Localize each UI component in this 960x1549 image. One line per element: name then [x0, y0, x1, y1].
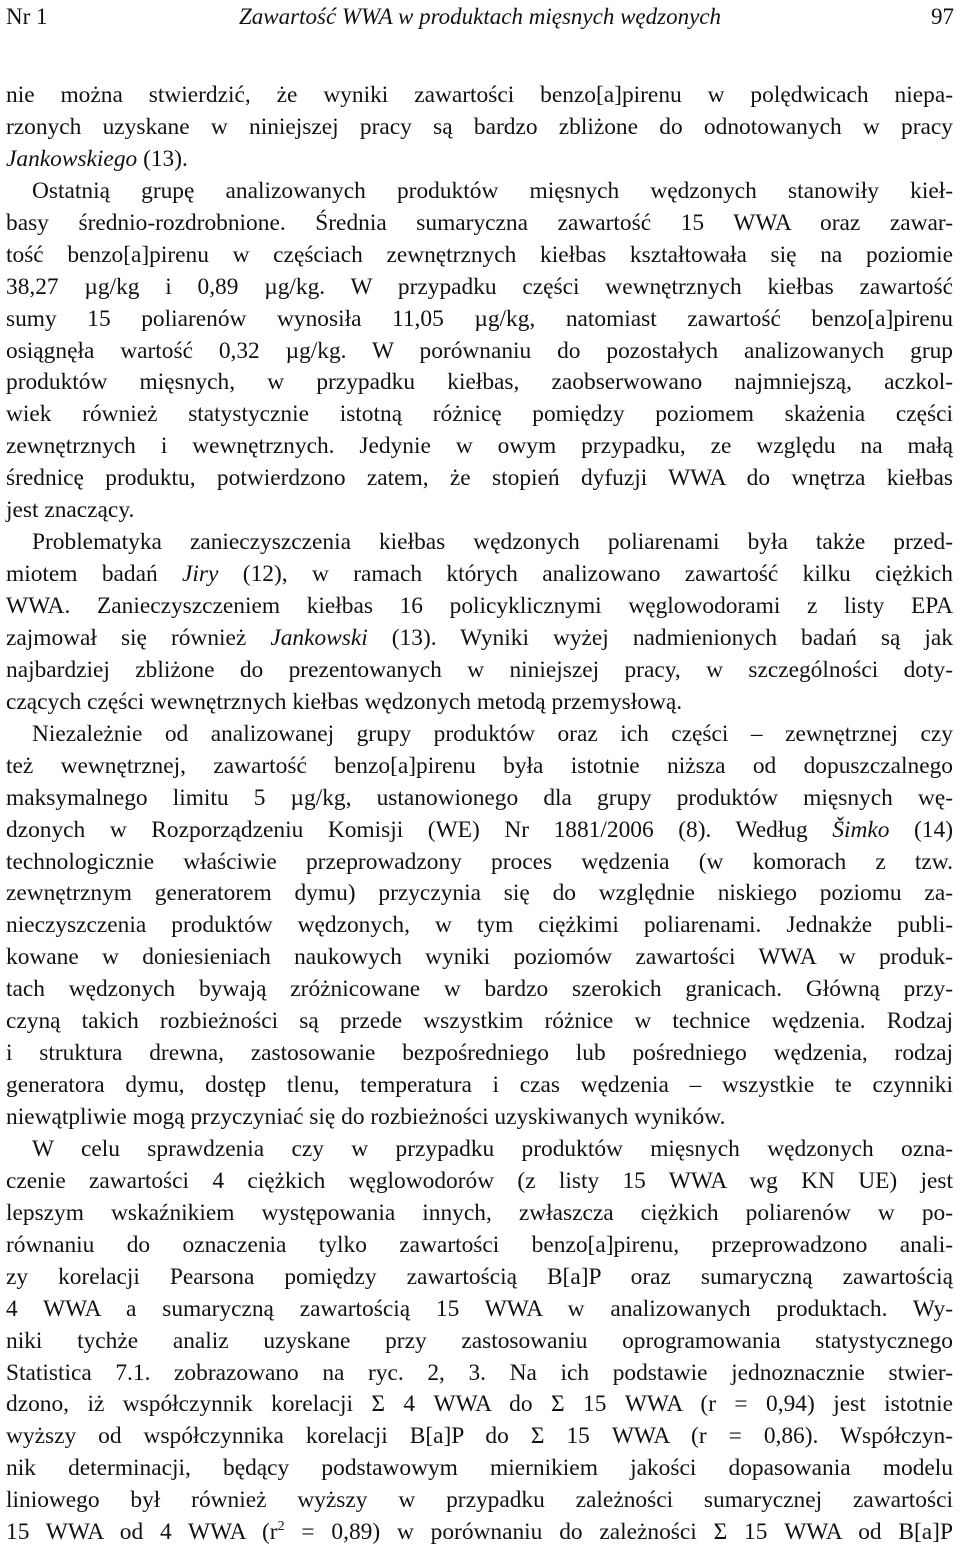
text-line: Ostatnią grupę analizowanych produktów mięsnych wędzonych stanowiły kieł- — [32, 177, 953, 204]
text-line: miotem badań Jiry (12), w ramach których analizowano zawartość kilku ciężkich — [6, 561, 954, 588]
text-line: tość benzo[a]pirenu w częściach zewnętrznych kiełbas kształtowała się na poziomie — [6, 241, 953, 268]
text-line: równaniu do oznaczenia tylko zawartości benzo[a]pirenu, przeprowadzono anali- — [6, 1231, 953, 1258]
text-line: osiągnęła wartość 0,32 µg/kg. W porównaniu do pozostałych analizowanych grup — [6, 337, 953, 364]
cited-author: Jankowski — [270, 624, 368, 651]
text-line: produktów mięsnych, w przypadku kiełbas, zaobserwowano najmniejszą, aczkol- — [6, 369, 953, 396]
text-line: czenie zawartości 4 ciężkich węglowodorów (z listy 15 WWA wg KN UE) jest — [6, 1167, 953, 1194]
text-line: 4 WWA a sumaryczną zawartością 15 WWA w analizowanych produktach. Wy- — [6, 1295, 953, 1322]
text-line: liniowego był również wyższy w przypadku zależności sumarycznej zawartości — [6, 1487, 953, 1514]
text-line: Niezależnie od analizowanej grupy produktów oraz ich części – zewnętrznej czy — [32, 720, 953, 747]
text-line: też wewnętrznej, zawartość benzo[a]pirenu była istotnie niższa od dopuszczalnego — [6, 752, 953, 779]
text-line: zewnętrznych i wewnętrznych. Jedynie w owym przypadku, ze względu na małą — [6, 433, 953, 460]
text-line: zewnętrznym generatorem dymu) przyczynia się do względnie niskiego poziomu za- — [6, 880, 953, 907]
text-line: wiek również statystycznie istotną różnicę pomiędzy poziomem skażenia części — [6, 401, 953, 428]
text-line: lepszym wskaźnikiem występowania innych, zwłaszcza ciężkich poliarenów w po- — [6, 1199, 953, 1226]
text-line: Statistica 7.1. zobrazowano na ryc. 2, 3. Na ich podstawie jednoznacznie stwier- — [6, 1359, 953, 1386]
text-line: tach wędzonych bywają zróżnicowane w bardzo szerokich granicach. Główną przy- — [6, 976, 953, 1003]
text-line: niewątpliwie mogą przyczyniać się do rozbieżności uzyskiwanych wyników. — [6, 1104, 726, 1130]
cited-author: Šimko — [832, 816, 890, 843]
text-line: dzono, iż współczynnik korelacji Σ 4 WWA do Σ 15 WWA (r = 0,94) jest istotnie — [6, 1391, 953, 1418]
text-line: czyną takich rozbieżności są przede wszystkim różnice w technice wędzenia. Rodzaj — [6, 1008, 953, 1035]
text-line: nieczyszczenia produktów wędzonych, w tym ciężkimi poliarenami. Jednakże publi- — [6, 912, 953, 939]
text-line: nie można stwierdzić, że wyniki zawartości benzo[a]pirenu w polędwicach niepa- — [6, 82, 953, 108]
page-number: 97 — [931, 4, 954, 29]
text-line: basy średnio-rozdrobnione. Średnia sumaryczna zawartość 15 WWA oraz zawar- — [6, 209, 953, 236]
superscript: 2 — [277, 1519, 285, 1535]
text-line: niki tychże analiz uzyskane przy zastosowaniu oprogramowania statystycznego — [6, 1327, 953, 1354]
text-line: W celu sprawdzenia czy w przypadku produktów mięsnych wędzonych ozna- — [32, 1135, 953, 1162]
article-body — [6, 80, 953, 1549]
text-line: 15 WWA od 4 WWA $(r^2 = 0,89)$ w porównaniu do zależności Σ 15 WWA od B[a]P — [6, 1519, 953, 1546]
cited-author: Jankowskiego — [6, 145, 138, 172]
page-header — [6, 2, 954, 32]
issue-number: Nr 1 — [6, 4, 48, 29]
text-line: zajmował się również Jankowski (13). Wyniki wyżej nadmienionych badań są jak — [6, 624, 953, 651]
text-line: technologicznie właściwie przeprowadzony proces wędzenia (w komorach z tzw. — [6, 848, 953, 875]
text-line: średnicę produktu, potwierdzono zatem, że stopień dyfuzji WWA do wnętrza kiełbas — [6, 465, 953, 492]
text-line: maksymalnego limitu 5 µg/kg, ustanowionego dla grupy produktów mięsnych wę- — [6, 784, 953, 811]
text-line: Jankowskiego (13). — [6, 145, 188, 172]
text-line: rzonych uzyskane w niniejszej pracy są bardzo zbliżone do odnotowanych w pracy — [6, 113, 953, 140]
cited-author: Jiry — [182, 561, 219, 588]
text-line: najbardziej zbliżone do prezentowanych w niniejszej pracy, w szczególności doty- — [6, 656, 953, 683]
text-line: zy korelacji Pearsona pomiędzy zawartością B[a]P oraz sumaryczną zawartością — [6, 1263, 953, 1290]
running-title: Zawartość WWA w produktach mięsnych wędzonych — [239, 4, 721, 29]
text-line: wyższy od współczynnika korelacji B[a]P do Σ 15 WWA (r = 0,86). Współczyn- — [6, 1423, 953, 1450]
text-line: kowane w doniesieniach naukowych wyniki poziomów zawartości WWA w produk- — [6, 944, 953, 971]
text-line: WWA. Zanieczyszczeniem kiełbas 16 policyklicznymi węglowodorami z listy EPA — [6, 593, 953, 619]
text-line: generatora dymu, dostęp tlenu, temperatura i czas wędzenia – wszystkie te czynniki — [6, 1072, 953, 1099]
text-line: i struktura drewna, zastosowanie bezpośredniego lub pośredniego wędzenia, rodzaj — [6, 1040, 953, 1067]
text-line: nik determinacji, będący podstawowym miernikiem jakości dopasowania modelu — [6, 1455, 953, 1482]
text-line: sumy 15 poliarenów wynosiła 11,05 µg/kg, natomiast zawartość benzo[a]pirenu — [6, 305, 953, 332]
text-line: czących części wewnętrznych kiełbas wędzonych metodą przemysłową. — [6, 688, 683, 715]
text-line: 38,27 µg/kg i 0,89 µg/kg. W przypadku części wewnętrznych kiełbas zawartość — [6, 273, 953, 300]
text-line: jest znaczący. — [6, 497, 135, 524]
text-line: Problematyka zanieczyszczenia kiełbas wędzonych poliarenami była także przed- — [32, 529, 953, 556]
text-line: dzonych w Rozporządzeniu Komisji (WE) Nr 1881/2006 (8). Według Šimko (14) — [6, 816, 953, 843]
